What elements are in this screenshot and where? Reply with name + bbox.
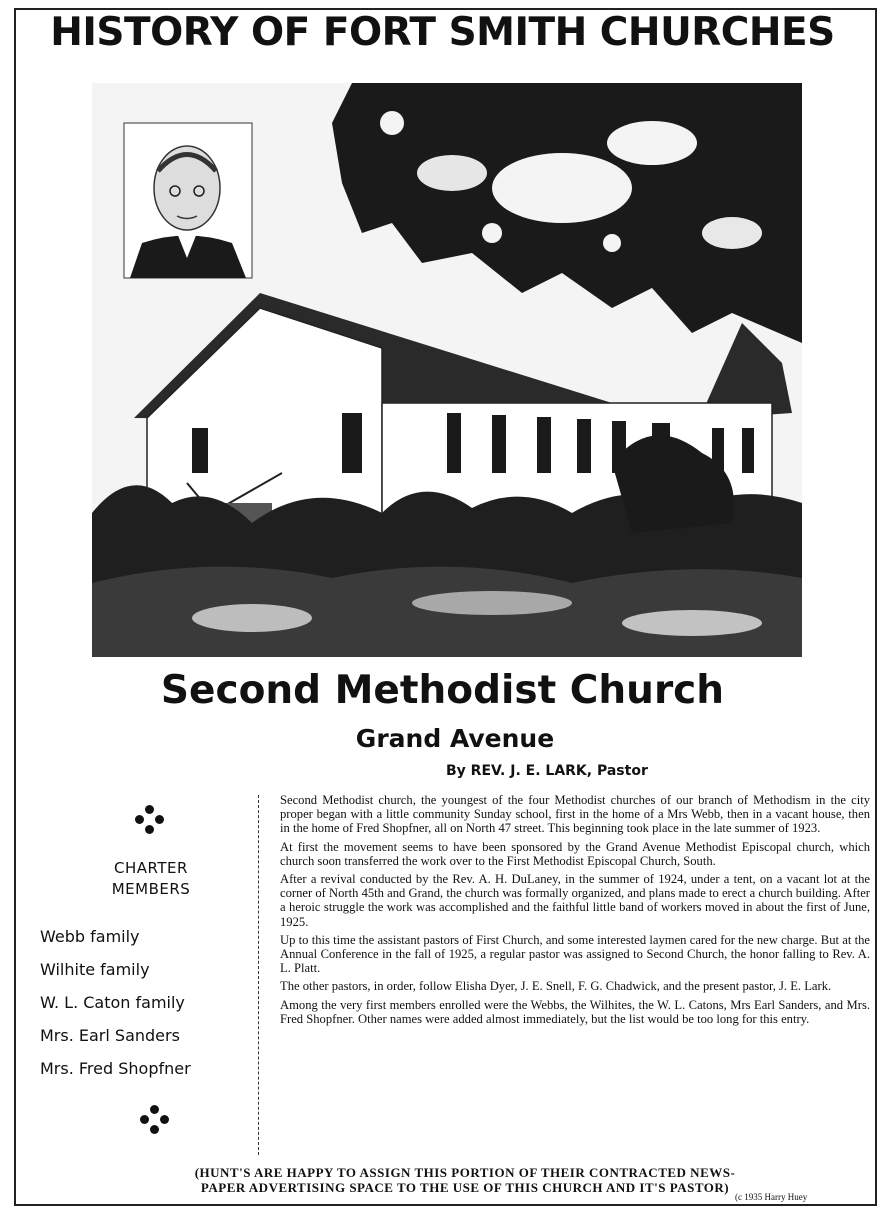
article-paragraph: At first the movement seems to have been sponsored by the Grand Avenue Methodist Episcopal church, which church soon transferred the work over to the First Methodist Episcopal Church, South. xyxy=(280,839,870,868)
footer-line: PAPER ADVERTISING SPACE TO THE USE OF THIS CHURCH AND IT'S PASTOR) xyxy=(200,1180,730,1195)
member-item: Webb family xyxy=(40,927,140,946)
article-paragraph: Up to this time the assistant pastors of First Church, and some interested laymen cared for the new charge. But at the Annual Conference in the fall of 1925, a regular pastor was assigned to Second Church, the honor falling to Rev. A. L. Platt. xyxy=(280,932,870,976)
church-photo xyxy=(92,83,802,657)
church-location: Grand Avenue xyxy=(355,724,555,753)
charter-heading-line1: CHARTER xyxy=(114,859,188,877)
member-item: W. L. Caton family xyxy=(40,993,185,1012)
member-item: Wilhite family xyxy=(40,960,150,979)
charter-heading-line2: MEMBERS xyxy=(111,880,191,898)
ornament-icon xyxy=(140,1105,170,1135)
copyright-credit: (c 1935 Harry Huey xyxy=(735,1192,808,1202)
footer-notice xyxy=(100,1165,830,1195)
church-photo-illustration xyxy=(92,83,802,657)
footer-line: (HUNT'S ARE HAPPY TO ASSIGN THIS PORTION OF THEIR CONTRACTED NEWS- xyxy=(194,1165,736,1180)
ornament-icon xyxy=(135,805,165,835)
headline: HISTORY OF FORT SMITH CHURCHES xyxy=(50,10,835,55)
charter-members-heading xyxy=(96,858,206,900)
article-paragraph: Second Methodist church, the youngest of the four Methodist churches of our branch of Methodism in the city proper began with a little community Sunday school, first in the home of a Mrs Webb, then in a vacant house, then in the home of Fred Shopfner, all on North 47 street. This beginning took place in the late summer of 1923. xyxy=(280,793,870,836)
article-paragraph: The other pastors, in order, follow Elisha Dyer, J. E. Snell, F. G. Chadwick, and the present pastor, J. E. Lark. xyxy=(280,979,832,994)
article-paragraph: After a revival conducted by the Rev. A. H. DuLaney, in the summer of 1924, under a tent, on a vacant lot at the corner of North 45th and Grand, the church was formally organized, and plans made to erect a church building. After a heroic struggle the work was accomplished and the faithful little band of workers moved in about the first of June, 1925. xyxy=(280,872,870,929)
charter-members-list xyxy=(40,926,191,1091)
member-item: Mrs. Earl Sanders xyxy=(40,1026,180,1045)
article-body xyxy=(280,793,870,1030)
column-divider xyxy=(258,795,259,1155)
church-name: Second Methodist Church xyxy=(160,668,725,713)
article-paragraph: Among the very first members enrolled were the Webbs, the Wilhites, the W. L. Catons, Mrs Earl Sanders, and Mrs. Fred Shopfner. Other names were added almost immediately, but the list would be too long for this entry. xyxy=(280,997,870,1026)
byline: By REV. J. E. LARK, Pastor xyxy=(446,763,648,779)
member-item: Mrs. Fred Shopfner xyxy=(40,1059,191,1078)
